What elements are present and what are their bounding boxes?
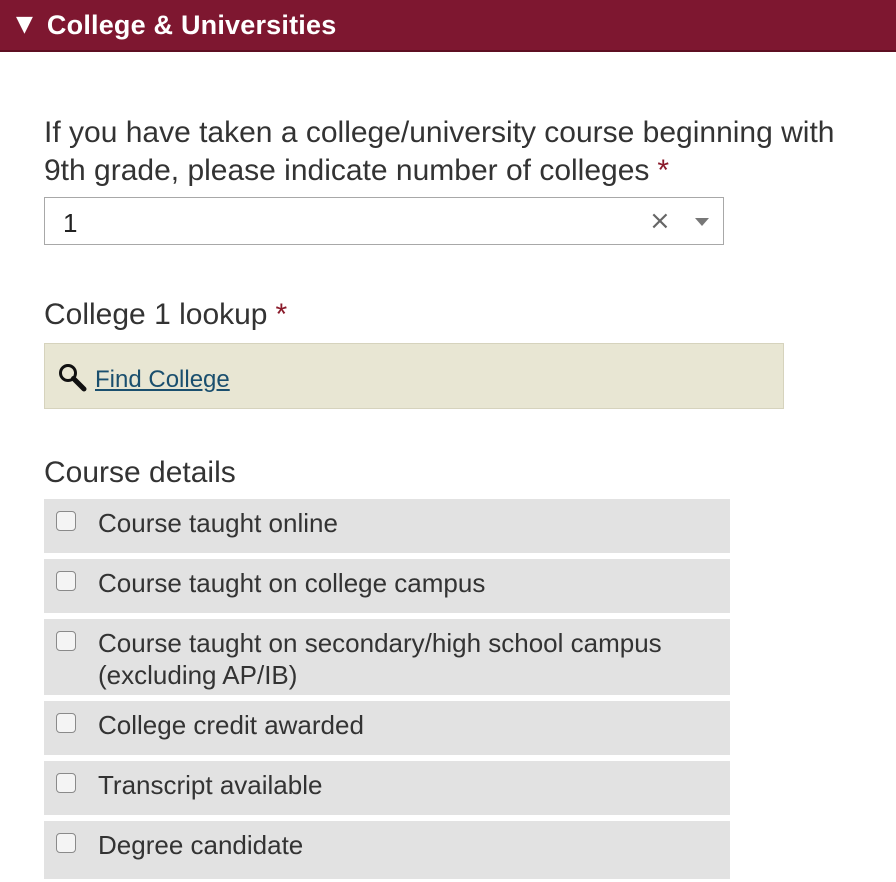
option-label: Course taught online xyxy=(98,508,338,538)
section-header[interactable] xyxy=(0,0,896,52)
option-label: Course taught on college campus xyxy=(98,568,486,598)
magnifier-icon[interactable] xyxy=(57,362,87,392)
required-asterisk: * xyxy=(657,154,670,187)
clear-icon[interactable]: × xyxy=(649,206,671,236)
option-high-school-campus[interactable] xyxy=(44,619,730,695)
option-course-online[interactable] xyxy=(44,499,730,553)
checkbox[interactable] xyxy=(56,773,76,793)
option-credit-awarded[interactable] xyxy=(44,701,730,755)
course-details-label: Course details xyxy=(44,456,236,489)
option-transcript-available[interactable] xyxy=(44,761,730,815)
find-college-link[interactable]: Find College xyxy=(95,366,230,393)
required-asterisk: * xyxy=(275,298,288,331)
colleges-count-question xyxy=(44,114,864,190)
checkbox[interactable] xyxy=(56,631,76,651)
checkbox[interactable] xyxy=(56,511,76,531)
checkbox[interactable] xyxy=(56,713,76,733)
option-label: College credit awarded xyxy=(98,710,364,740)
checkbox[interactable] xyxy=(56,571,76,591)
colleges-count-select[interactable] xyxy=(44,197,724,245)
question-label: If you have taken a college/university course beginning with 9th grade, please indicate number of colleges xyxy=(44,116,835,187)
option-label: Degree candidate xyxy=(98,830,304,860)
option-label: Transcript available xyxy=(98,770,323,800)
option-degree-candidate[interactable] xyxy=(44,821,730,879)
caret-down-icon[interactable]: ▼ xyxy=(16,12,33,37)
college-lookup-box xyxy=(44,343,784,409)
select-value: 1 xyxy=(63,208,78,238)
section-title: College & Universities xyxy=(46,9,337,40)
option-label: Course taught on secondary/high school campus (excluding AP/IB) xyxy=(98,628,662,690)
lookup-label-text: College 1 lookup xyxy=(44,298,268,331)
dropdown-arrow-icon[interactable] xyxy=(695,218,709,226)
checkbox[interactable] xyxy=(56,833,76,853)
option-college-campus[interactable] xyxy=(44,559,730,613)
college-lookup-label xyxy=(44,298,287,332)
